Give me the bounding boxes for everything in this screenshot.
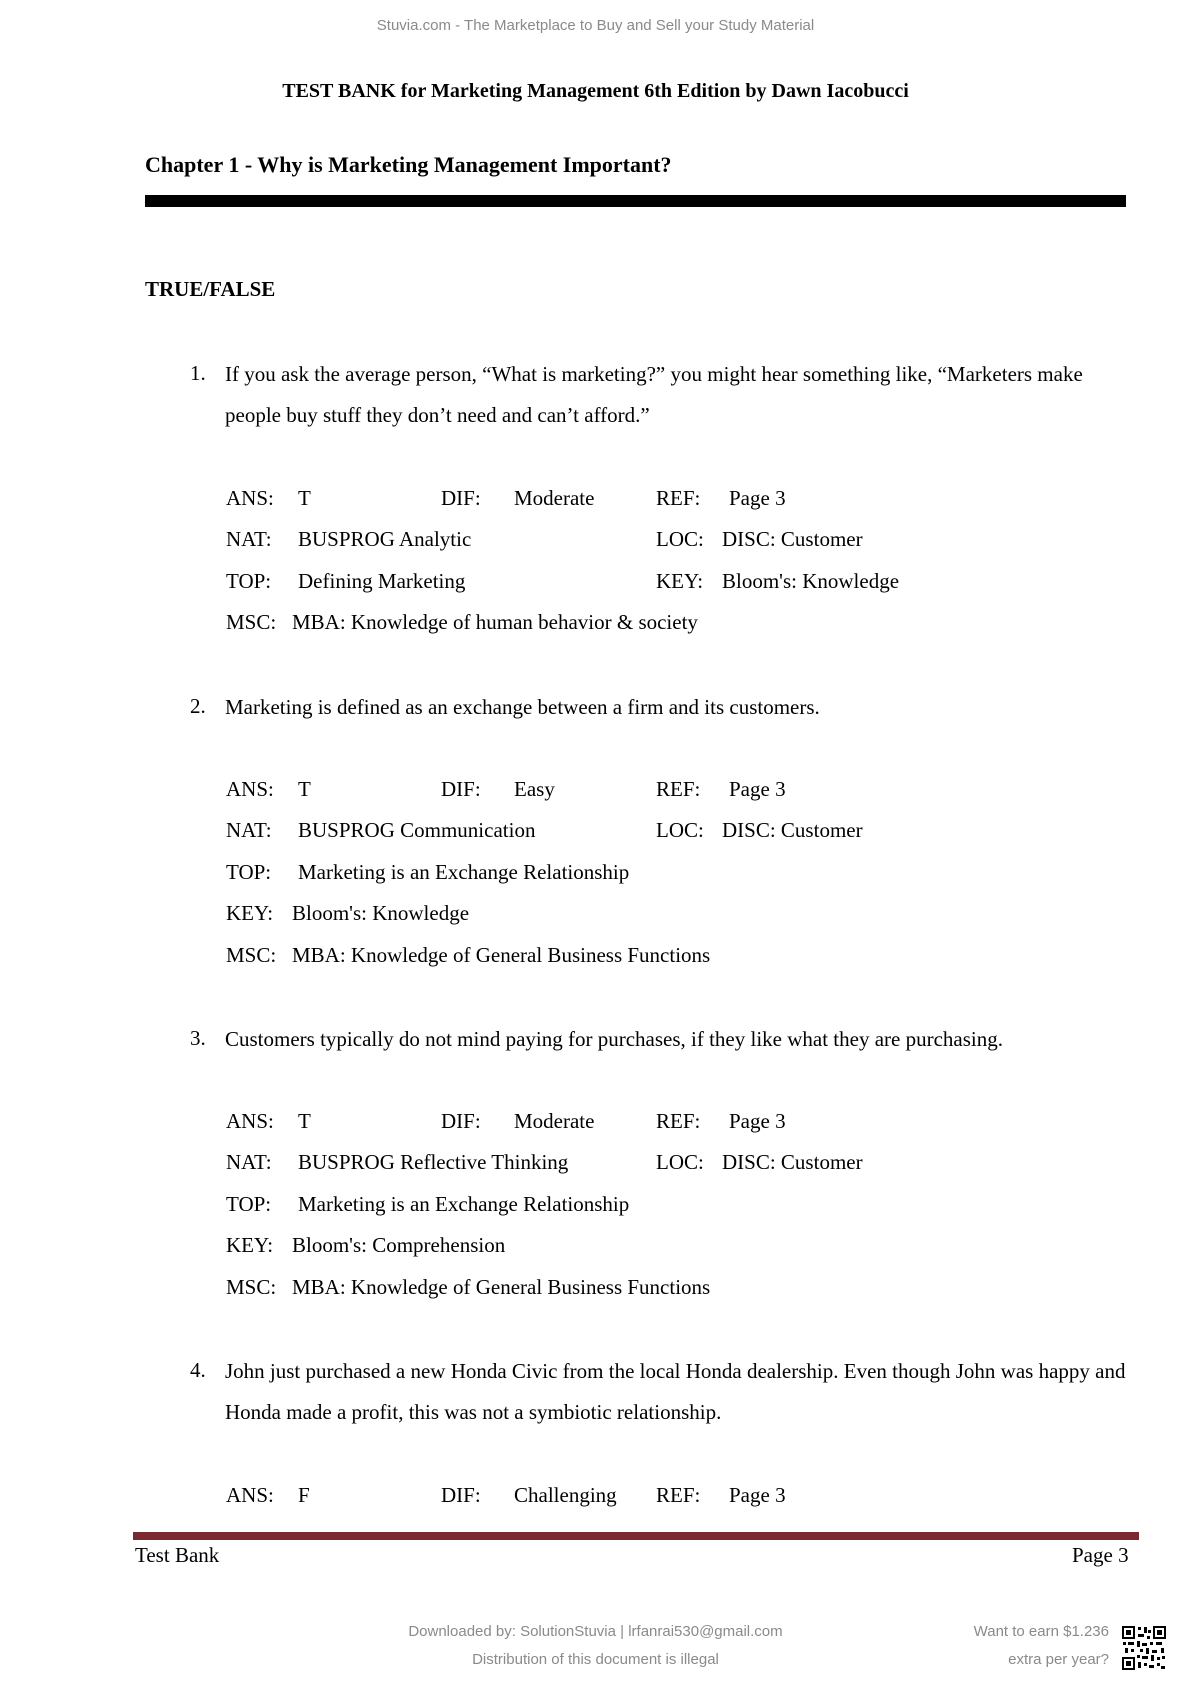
- key-label: KEY:: [226, 1233, 274, 1257]
- question-text: John just purchased a new Honda Civic from the local Honda dealership. Even though John was happy and Honda made a profit, this was not a symbiotic relationship.: [225, 1359, 1126, 1424]
- downloaded-by-text: Downloaded by: SolutionStuvia | lrfanrai530@gmail.com: [408, 1623, 783, 1640]
- nat-label: NAT:: [226, 527, 272, 551]
- ans-value: F: [298, 1483, 310, 1507]
- dif-value: Moderate: [514, 486, 595, 510]
- question-text: Customers typically do not mind paying for purchases, if they like what they are purchasing.: [225, 1027, 1003, 1051]
- loc-value: DISC: Customer: [722, 1150, 863, 1174]
- ref-label: REF:: [656, 1109, 701, 1133]
- question-number: 4.: [190, 1358, 206, 1382]
- top-label: TOP:: [226, 860, 272, 884]
- section-heading: TRUE/FALSE: [145, 277, 276, 301]
- loc-label: LOC:: [656, 818, 704, 842]
- earn-promo-line-2[interactable]: extra per year?: [1008, 1651, 1109, 1668]
- earn-promo-line-1[interactable]: Want to earn $1.236: [973, 1623, 1109, 1640]
- question-number: 1.: [190, 361, 206, 385]
- ans-label: ANS:: [226, 1483, 274, 1507]
- dif-label: DIF:: [441, 486, 481, 510]
- top-value: Marketing is an Exchange Relationship: [298, 1192, 630, 1216]
- document-title: TEST BANK for Marketing Management 6th Edition by Dawn Iacobucci: [282, 80, 909, 102]
- msc-label: MSC:: [226, 610, 277, 634]
- watermark-top: Stuvia.com - The Marketplace to Buy and Sell your Study Material: [376, 17, 815, 34]
- chapter-title: Chapter 1 - Why is Marketing Management Important?: [145, 152, 672, 177]
- dif-label: DIF:: [441, 1109, 481, 1133]
- ans-value: T: [298, 486, 311, 510]
- ref-label: REF:: [656, 486, 701, 510]
- top-value: Defining Marketing: [298, 569, 466, 593]
- page-number: Page 3: [1072, 1543, 1129, 1567]
- ans-label: ANS:: [226, 777, 274, 801]
- dif-value: Moderate: [514, 1109, 595, 1133]
- ref-value: Page 3: [729, 1109, 786, 1133]
- question-number: 2.: [190, 694, 206, 718]
- nat-value: BUSPROG Reflective Thinking: [298, 1150, 569, 1174]
- dif-label: DIF:: [441, 777, 481, 801]
- ans-label: ANS:: [226, 486, 274, 510]
- msc-label: MSC:: [226, 943, 277, 967]
- msc-label: MSC:: [226, 1275, 277, 1299]
- msc-value: MBA: Knowledge of human behavior & society: [292, 610, 698, 634]
- footer-divider: [133, 1532, 1139, 1540]
- loc-label: LOC:: [656, 1150, 704, 1174]
- key-value: Bloom's: Comprehension: [292, 1233, 506, 1257]
- chapter-divider: [145, 195, 1126, 207]
- top-value: Marketing is an Exchange Relationship: [298, 860, 630, 884]
- ans-label: ANS:: [226, 1109, 274, 1133]
- key-label: KEY:: [226, 901, 274, 925]
- nat-label: NAT:: [226, 1150, 272, 1174]
- question-text: If you ask the average person, “What is marketing?” you might hear something like, “Marketers make people buy stuff they don’t need and can’t afford.”: [225, 362, 1083, 427]
- nat-value: BUSPROG Analytic: [298, 527, 472, 551]
- top-label: TOP:: [226, 1192, 272, 1216]
- ans-value: T: [298, 1109, 311, 1133]
- dif-value: Easy: [514, 777, 555, 801]
- top-label: TOP:: [226, 569, 272, 593]
- loc-value: DISC: Customer: [722, 527, 863, 551]
- ans-value: T: [298, 777, 311, 801]
- ref-label: REF:: [656, 1483, 701, 1507]
- footer-title: Test Bank: [135, 1543, 220, 1567]
- key-value: Bloom's: Knowledge: [292, 901, 470, 925]
- msc-value: MBA: Knowledge of General Business Functions: [292, 1275, 711, 1299]
- ref-label: REF:: [656, 777, 701, 801]
- distribution-text: Distribution of this document is illegal: [472, 1651, 719, 1668]
- dif-label: DIF:: [441, 1483, 481, 1507]
- dif-value: Challenging: [514, 1483, 617, 1507]
- question-text: Marketing is defined as an exchange between a firm and its customers.: [225, 695, 820, 719]
- loc-label: LOC:: [656, 527, 704, 551]
- nat-label: NAT:: [226, 818, 272, 842]
- ref-value: Page 3: [729, 777, 786, 801]
- nat-value: BUSPROG Communication: [298, 818, 536, 842]
- ref-value: Page 3: [729, 1483, 786, 1507]
- loc-value: DISC: Customer: [722, 818, 863, 842]
- key-label: KEY:: [656, 569, 704, 593]
- question-number: 3.: [190, 1026, 206, 1050]
- key-value: Bloom's: Knowledge: [722, 569, 900, 593]
- ref-value: Page 3: [729, 486, 786, 510]
- msc-value: MBA: Knowledge of General Business Functions: [292, 943, 711, 967]
- qr-code-icon[interactable]: [1121, 1625, 1167, 1671]
